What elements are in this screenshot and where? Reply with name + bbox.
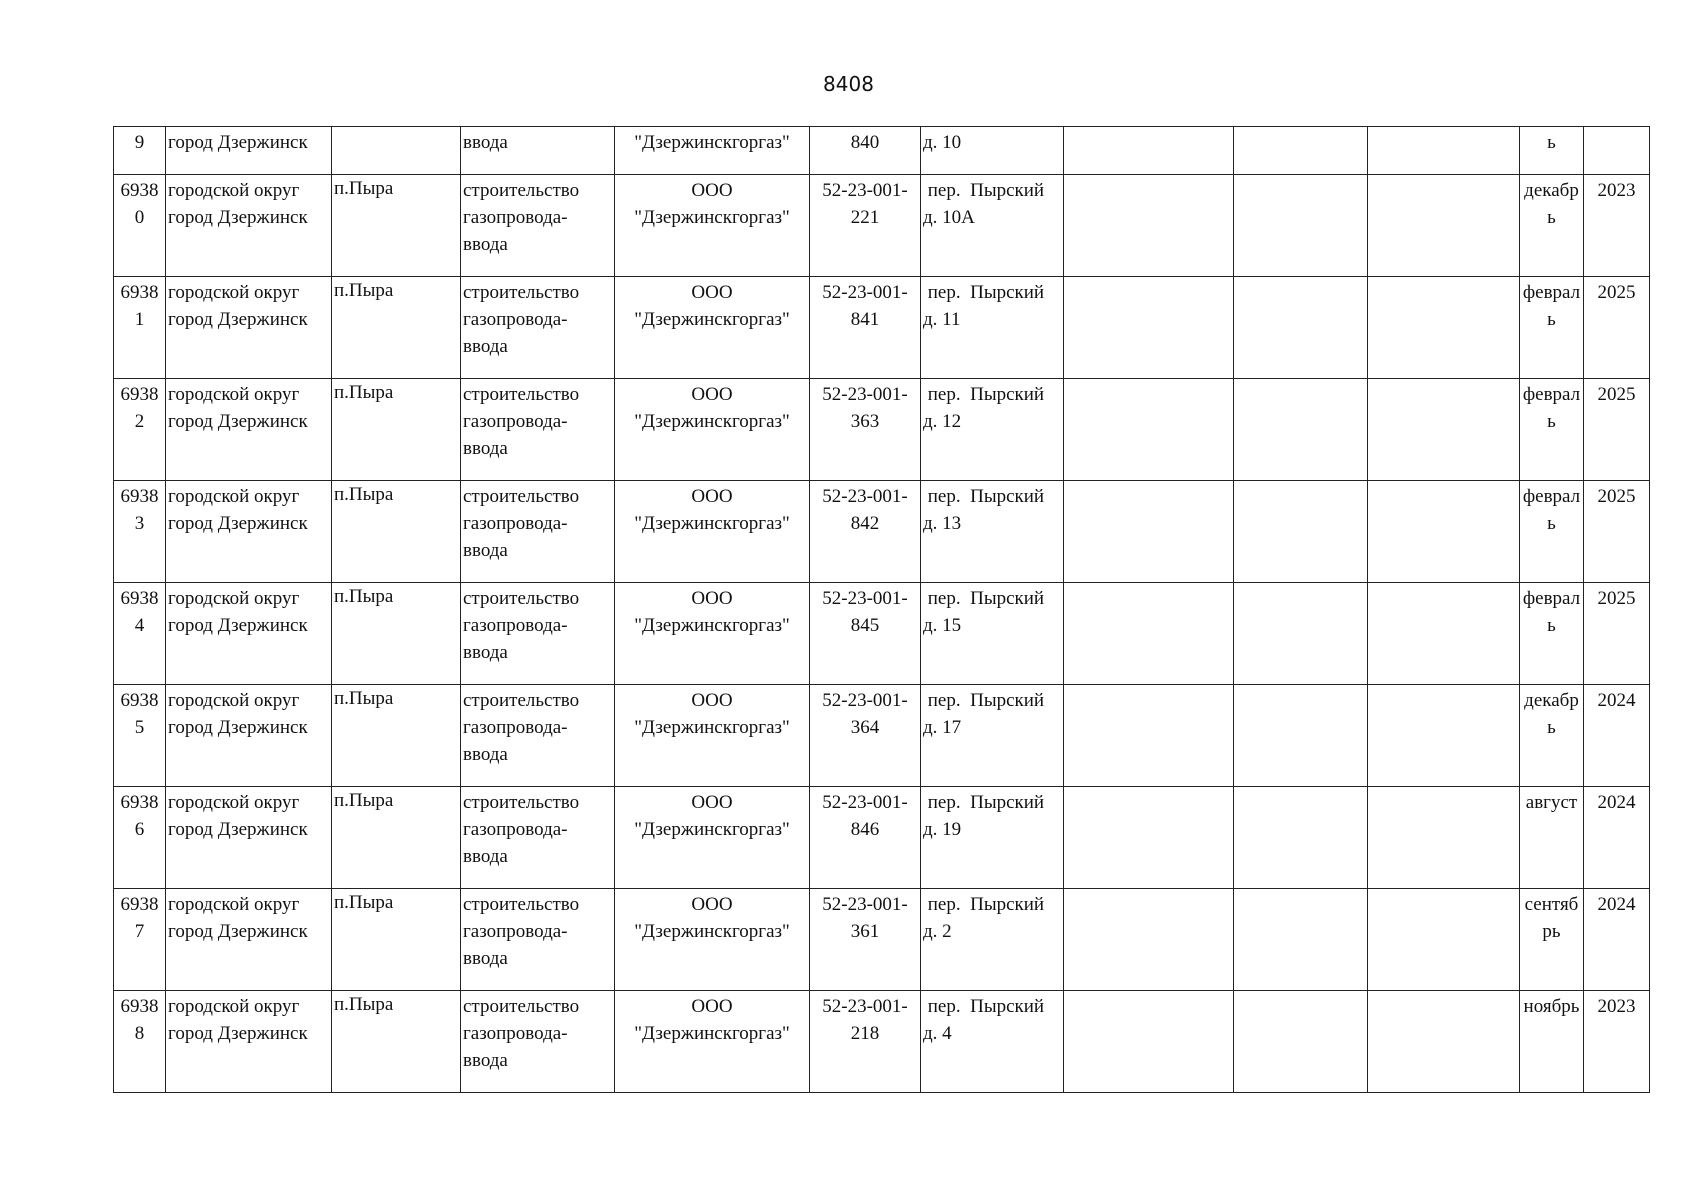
org-name: "Дзержинскгоргаз" — [634, 819, 790, 840]
cell-code: 52-23-001-842 — [810, 481, 921, 583]
cell-empty-1 — [1064, 583, 1234, 685]
cell-empty-1 — [1064, 787, 1234, 889]
address-house: д. 2 — [923, 921, 952, 942]
cell-work-type: ввода — [461, 127, 615, 175]
cell-empty-2 — [1234, 127, 1368, 175]
cell-empty-1 — [1064, 379, 1234, 481]
cell-organization: "Дзержинскгоргаз" — [615, 127, 810, 175]
cell-address — [921, 379, 1064, 481]
org-form: ООО — [691, 894, 733, 915]
cell-number: 6938 2 — [114, 379, 166, 481]
cell-municipality: город Дзержинск — [166, 127, 332, 175]
cell-year: 2025 — [1584, 583, 1650, 685]
address-street: пер. Пырский — [923, 894, 1045, 915]
org-form: ООО — [691, 588, 733, 609]
cell-empty-1 — [1064, 991, 1234, 1093]
cell-settlement: п.Пыра — [332, 277, 461, 379]
cell-settlement: п.Пыра — [332, 583, 461, 685]
cell-empty-1 — [1064, 127, 1234, 175]
cell-year — [1584, 127, 1650, 175]
cell-code: 52-23-001-361 — [810, 889, 921, 991]
org-form: ООО — [691, 282, 733, 303]
cell-organization — [615, 583, 810, 685]
org-name: "Дзержинскгоргаз" — [634, 615, 790, 636]
cell-year: 2024 — [1584, 787, 1650, 889]
table-body — [114, 127, 1650, 1093]
address-street: пер. Пырский — [923, 282, 1045, 303]
cell-empty-2 — [1234, 379, 1368, 481]
cell-organization — [615, 379, 810, 481]
cell-settlement: п.Пыра — [332, 889, 461, 991]
cell-address — [921, 685, 1064, 787]
cell-empty-1 — [1064, 685, 1234, 787]
cell-municipality: городской округ город Дзержинск — [166, 379, 332, 481]
cell-address: д. 10 — [921, 127, 1064, 175]
cell-empty-1 — [1064, 481, 1234, 583]
cell-year: 2023 — [1584, 991, 1650, 1093]
cell-code: 52-23-001-363 — [810, 379, 921, 481]
cell-municipality: городской округ город Дзержинск — [166, 889, 332, 991]
address-street: пер. Пырский — [923, 588, 1045, 609]
table-row — [114, 583, 1650, 685]
cell-work-type: строительство газопровода-ввода — [461, 685, 615, 787]
cell-organization — [615, 277, 810, 379]
cell-empty-2 — [1234, 991, 1368, 1093]
cell-organization — [615, 175, 810, 277]
cell-settlement: п.Пыра — [332, 481, 461, 583]
cell-number: 6938 1 — [114, 277, 166, 379]
address-house: д. 13 — [923, 513, 962, 534]
cell-organization — [615, 991, 810, 1093]
cell-work-type: строительство газопровода-ввода — [461, 787, 615, 889]
address-house: д. 10А — [923, 207, 975, 228]
cell-organization — [615, 787, 810, 889]
cell-municipality: городской округ город Дзержинск — [166, 583, 332, 685]
cell-work-type: строительство газопровода-ввода — [461, 889, 615, 991]
cell-empty-3 — [1368, 685, 1520, 787]
cell-code: 52-23-001-841 — [810, 277, 921, 379]
cell-address — [921, 889, 1064, 991]
table-row — [114, 991, 1650, 1093]
table-row — [114, 277, 1650, 379]
address-street: пер. Пырский — [923, 486, 1045, 507]
cell-address — [921, 175, 1064, 277]
cell-number: 6938 5 — [114, 685, 166, 787]
org-name: "Дзержинскгоргаз" — [634, 207, 790, 228]
address-street: пер. Пырский — [923, 384, 1045, 405]
cell-municipality: городской округ город Дзержинск — [166, 481, 332, 583]
cell-empty-2 — [1234, 175, 1368, 277]
cell-settlement: п.Пыра — [332, 379, 461, 481]
cell-empty-2 — [1234, 481, 1368, 583]
cell-empty-3 — [1368, 991, 1520, 1093]
cell-municipality: городской округ город Дзержинск — [166, 175, 332, 277]
address-house: д. 19 — [923, 819, 962, 840]
cell-organization — [615, 889, 810, 991]
cell-organization — [615, 685, 810, 787]
cell-month: февраль — [1520, 583, 1584, 685]
cell-number: 9 — [114, 127, 166, 175]
org-name: "Дзержинскгоргаз" — [634, 1023, 790, 1044]
cell-month: декабрь — [1520, 175, 1584, 277]
cell-month: ь — [1520, 127, 1584, 175]
address-street: пер. Пырский — [923, 792, 1045, 813]
cell-number: 6938 7 — [114, 889, 166, 991]
cell-year: 2024 — [1584, 685, 1650, 787]
cell-empty-1 — [1064, 277, 1234, 379]
org-name: "Дзержинскгоргаз" — [634, 921, 790, 942]
cell-month: декабрь — [1520, 685, 1584, 787]
org-name: "Дзержинскгоргаз" — [634, 717, 790, 738]
cell-settlement: п.Пыра — [332, 685, 461, 787]
cell-empty-2 — [1234, 685, 1368, 787]
cell-number: 6938 6 — [114, 787, 166, 889]
cell-work-type: строительство газопровода-ввода — [461, 277, 615, 379]
table-row — [114, 481, 1650, 583]
cell-address — [921, 787, 1064, 889]
page-number: 8408 — [823, 72, 874, 96]
cell-settlement: п.Пыра — [332, 787, 461, 889]
org-form: ООО — [691, 690, 733, 711]
cell-number: 6938 3 — [114, 481, 166, 583]
address-street: пер. Пырский — [923, 690, 1045, 711]
cell-month: август — [1520, 787, 1584, 889]
org-form: ООО — [691, 180, 733, 201]
cell-municipality: городской округ город Дзержинск — [166, 991, 332, 1093]
org-form: ООО — [691, 792, 733, 813]
table-row — [114, 379, 1650, 481]
cell-year: 2024 — [1584, 889, 1650, 991]
cell-address — [921, 481, 1064, 583]
cell-municipality: городской округ город Дзержинск — [166, 685, 332, 787]
cell-settlement — [332, 127, 461, 175]
cell-work-type: строительство газопровода-ввода — [461, 481, 615, 583]
table-row-partial — [114, 127, 1650, 175]
cell-empty-1 — [1064, 175, 1234, 277]
org-form: ООО — [691, 996, 733, 1017]
cell-work-type: строительство газопровода-ввода — [461, 583, 615, 685]
org-name: "Дзержинскгоргаз" — [634, 513, 790, 534]
address-street: пер. Пырский — [923, 180, 1045, 201]
cell-settlement: п.Пыра — [332, 175, 461, 277]
cell-number: 6938 0 — [114, 175, 166, 277]
cell-empty-3 — [1368, 787, 1520, 889]
org-name: "Дзержинскгоргаз" — [634, 411, 790, 432]
cell-empty-2 — [1234, 889, 1368, 991]
cell-organization — [615, 481, 810, 583]
cell-code: 52-23-001-845 — [810, 583, 921, 685]
cell-empty-3 — [1368, 127, 1520, 175]
cell-year: 2025 — [1584, 277, 1650, 379]
cell-municipality: городской округ город Дзержинск — [166, 787, 332, 889]
cell-empty-3 — [1368, 277, 1520, 379]
cell-code: 52-23-001-218 — [810, 991, 921, 1093]
cell-empty-2 — [1234, 277, 1368, 379]
cell-year: 2023 — [1584, 175, 1650, 277]
cell-empty-3 — [1368, 379, 1520, 481]
cell-empty-2 — [1234, 787, 1368, 889]
cell-month: ноябрь — [1520, 991, 1584, 1093]
cell-year: 2025 — [1584, 379, 1650, 481]
cell-empty-3 — [1368, 175, 1520, 277]
org-name: "Дзержинскгоргаз" — [634, 309, 790, 330]
cell-empty-3 — [1368, 583, 1520, 685]
cell-month: сентябрь — [1520, 889, 1584, 991]
address-street: пер. Пырский — [923, 996, 1045, 1017]
address-house: д. 17 — [923, 717, 962, 738]
table-row — [114, 787, 1650, 889]
table-row — [114, 685, 1650, 787]
cell-settlement: п.Пыра — [332, 991, 461, 1093]
cell-number: 6938 8 — [114, 991, 166, 1093]
org-form: ООО — [691, 486, 733, 507]
cell-year: 2025 — [1584, 481, 1650, 583]
cell-empty-2 — [1234, 583, 1368, 685]
cell-month: февраль — [1520, 379, 1584, 481]
table-row — [114, 889, 1650, 991]
cell-empty-3 — [1368, 481, 1520, 583]
address-house: д. 11 — [923, 309, 961, 330]
cell-work-type: строительство газопровода-ввода — [461, 991, 615, 1093]
cell-code: 52-23-001-846 — [810, 787, 921, 889]
cell-code: 52-23-001-221 — [810, 175, 921, 277]
cell-work-type: строительство газопровода-ввода — [461, 379, 615, 481]
cell-number: 6938 4 — [114, 583, 166, 685]
cell-empty-1 — [1064, 889, 1234, 991]
cell-code: 52-23-001-364 — [810, 685, 921, 787]
gas-connection-table — [113, 126, 1650, 1093]
cell-month: февраль — [1520, 481, 1584, 583]
cell-municipality: городской округ город Дзержинск — [166, 277, 332, 379]
cell-address — [921, 583, 1064, 685]
cell-empty-3 — [1368, 889, 1520, 991]
address-house: д. 4 — [923, 1023, 952, 1044]
org-form: ООО — [691, 384, 733, 405]
cell-address — [921, 991, 1064, 1093]
cell-address — [921, 277, 1064, 379]
cell-code: 840 — [810, 127, 921, 175]
cell-work-type: строительство газопровода-ввода — [461, 175, 615, 277]
address-house: д. 12 — [923, 411, 962, 432]
cell-month: февраль — [1520, 277, 1584, 379]
table-row — [114, 175, 1650, 277]
address-house: д. 15 — [923, 615, 962, 636]
